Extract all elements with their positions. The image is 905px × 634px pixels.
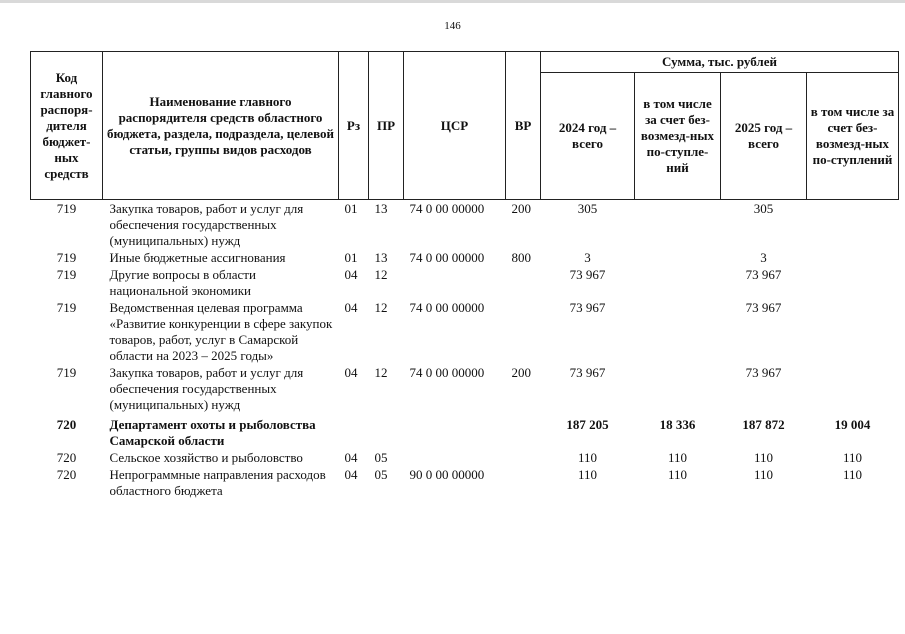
cell-kod: 719 (56, 250, 77, 265)
cell-2025-free (807, 250, 899, 267)
cell-vr: 200 (511, 365, 531, 380)
cell-2024-total: 73 967 (569, 267, 606, 282)
page-number: 146 (444, 20, 461, 32)
table-row (31, 365, 899, 414)
cell-rz: 04 (344, 450, 358, 465)
cell-csr: 74 0 00 00000 (409, 201, 485, 216)
cell-csr: 74 0 00 00000 (409, 300, 485, 315)
cell-2025-free (807, 267, 899, 300)
cell-vr (506, 450, 541, 467)
cell-2024-free (635, 267, 721, 300)
header-2024-total: 2024 год – всего (541, 73, 635, 200)
table-row (31, 200, 899, 251)
cell-2024-total: 305 (577, 201, 598, 216)
cell-kod: 720 (56, 417, 77, 432)
table-body (31, 200, 899, 501)
cell-name: Сельское хозяйство и рыболовство (109, 450, 303, 465)
cell-name: Непрограммные направления расходов областного бюджета (109, 467, 326, 498)
cell-2025-total: 73 967 (745, 365, 782, 380)
cell-name: Департамент охоты и рыболовства Самарской области (109, 417, 316, 448)
cell-pr: 13 (374, 201, 388, 216)
header-name: Наименование главного распорядителя средств областного бюджета, раздела, подраздела, целевой статьи, группы видов расходов (103, 52, 339, 200)
cell-2025-total: 110 (753, 450, 774, 465)
cell-2025-free (807, 300, 899, 365)
table-row (31, 467, 899, 500)
cell-2024-free (635, 365, 721, 414)
cell-2025-total: 73 967 (745, 300, 782, 315)
cell-kod: 719 (56, 365, 77, 380)
cell-vr (506, 414, 541, 450)
cell-rz: 04 (344, 365, 358, 380)
cell-2025-total: 73 967 (745, 267, 782, 282)
cell-2025-free (807, 365, 899, 414)
cell-2024-free: 110 (667, 467, 688, 482)
cell-2024-free (635, 250, 721, 267)
cell-2025-total: 3 (760, 250, 767, 265)
header-2025-total: 2025 год – всего (721, 73, 807, 200)
cell-2024-total: 110 (577, 467, 598, 482)
cell-csr (404, 267, 506, 300)
cell-pr: 13 (374, 250, 388, 265)
cell-name: Иные бюджетные ассигнования (109, 250, 286, 265)
cell-pr: 05 (374, 467, 388, 482)
cell-2024-free: 110 (667, 450, 688, 465)
table-row-department (31, 414, 899, 450)
cell-vr (506, 267, 541, 300)
cell-2024-total: 3 (584, 250, 591, 265)
table-row (31, 300, 899, 365)
cell-2025-total: 110 (753, 467, 774, 482)
cell-2025-free: 110 (842, 467, 863, 482)
cell-2025-free: 110 (842, 450, 863, 465)
cell-kod: 719 (56, 300, 77, 315)
cell-name: Закупка товаров, работ и услуг для обеспечения государственных (муниципальных) нужд (109, 365, 304, 412)
cell-2025-free: 19 004 (834, 417, 871, 432)
cell-vr (506, 467, 541, 500)
cell-rz: 01 (344, 201, 358, 216)
header-kod: Код главного распоря-дителя бюджет-ных средств (31, 52, 103, 200)
table-row (31, 250, 899, 267)
cell-csr (404, 414, 506, 450)
cell-csr: 90 0 00 00000 (409, 467, 485, 482)
cell-2025-free (807, 200, 899, 251)
cell-pr: 12 (374, 267, 388, 282)
cell-vr: 800 (511, 250, 531, 265)
header-2024-free: в том числе за счет без-возмезд-ных по-ступле-ний (635, 73, 721, 200)
cell-2024-total: 73 967 (569, 365, 606, 380)
cell-2024-free (635, 200, 721, 251)
header-sum-group: Сумма, тыс. рублей (541, 52, 899, 73)
cell-vr: 200 (511, 201, 531, 216)
cell-pr: 12 (374, 365, 388, 380)
cell-csr (404, 450, 506, 467)
cell-pr: 05 (374, 450, 388, 465)
cell-vr (506, 300, 541, 365)
budget-table (30, 51, 899, 500)
cell-2024-total: 110 (577, 450, 598, 465)
table-row (31, 267, 899, 300)
cell-pr: 12 (374, 300, 388, 315)
cell-rz: 04 (344, 467, 358, 482)
cell-2024-free (635, 300, 721, 365)
cell-rz: 01 (344, 250, 358, 265)
header-pr: ПР (369, 52, 404, 200)
cell-csr: 74 0 00 00000 (409, 365, 485, 380)
cell-2024-total: 187 205 (566, 417, 609, 432)
cell-2025-total: 187 872 (742, 417, 785, 432)
header-vr: ВР (506, 52, 541, 200)
cell-2024-total: 73 967 (569, 300, 606, 315)
cell-2024-free: 18 336 (659, 417, 696, 432)
cell-kod: 719 (56, 201, 77, 216)
cell-rz: 04 (344, 300, 358, 315)
table-row (31, 450, 899, 467)
cell-kod: 719 (56, 267, 77, 282)
cell-kod: 720 (56, 467, 77, 482)
cell-2025-total: 305 (753, 201, 774, 216)
scan-top-edge (0, 0, 905, 3)
cell-name: Ведомственная целевая программа «Развитие конкуренции в сфере закупок товаров, работ, услуг в Самарской области на 2023 – 2025 годы» (109, 300, 333, 363)
cell-name: Закупка товаров, работ и услуг для обеспечения государственных (муниципальных) нужд (109, 201, 304, 248)
cell-csr: 74 0 00 00000 (409, 250, 485, 265)
cell-name: Другие вопросы в области национальной экономики (109, 267, 256, 298)
cell-rz: 04 (344, 267, 358, 282)
cell-pr (369, 414, 404, 450)
header-2025-free: в том числе за счет без-возмезд-ных по-ступлений (807, 73, 899, 200)
cell-rz (339, 414, 369, 450)
header-csr: ЦСР (404, 52, 506, 200)
cell-kod: 720 (56, 450, 77, 465)
header-rz: Рз (339, 52, 369, 200)
